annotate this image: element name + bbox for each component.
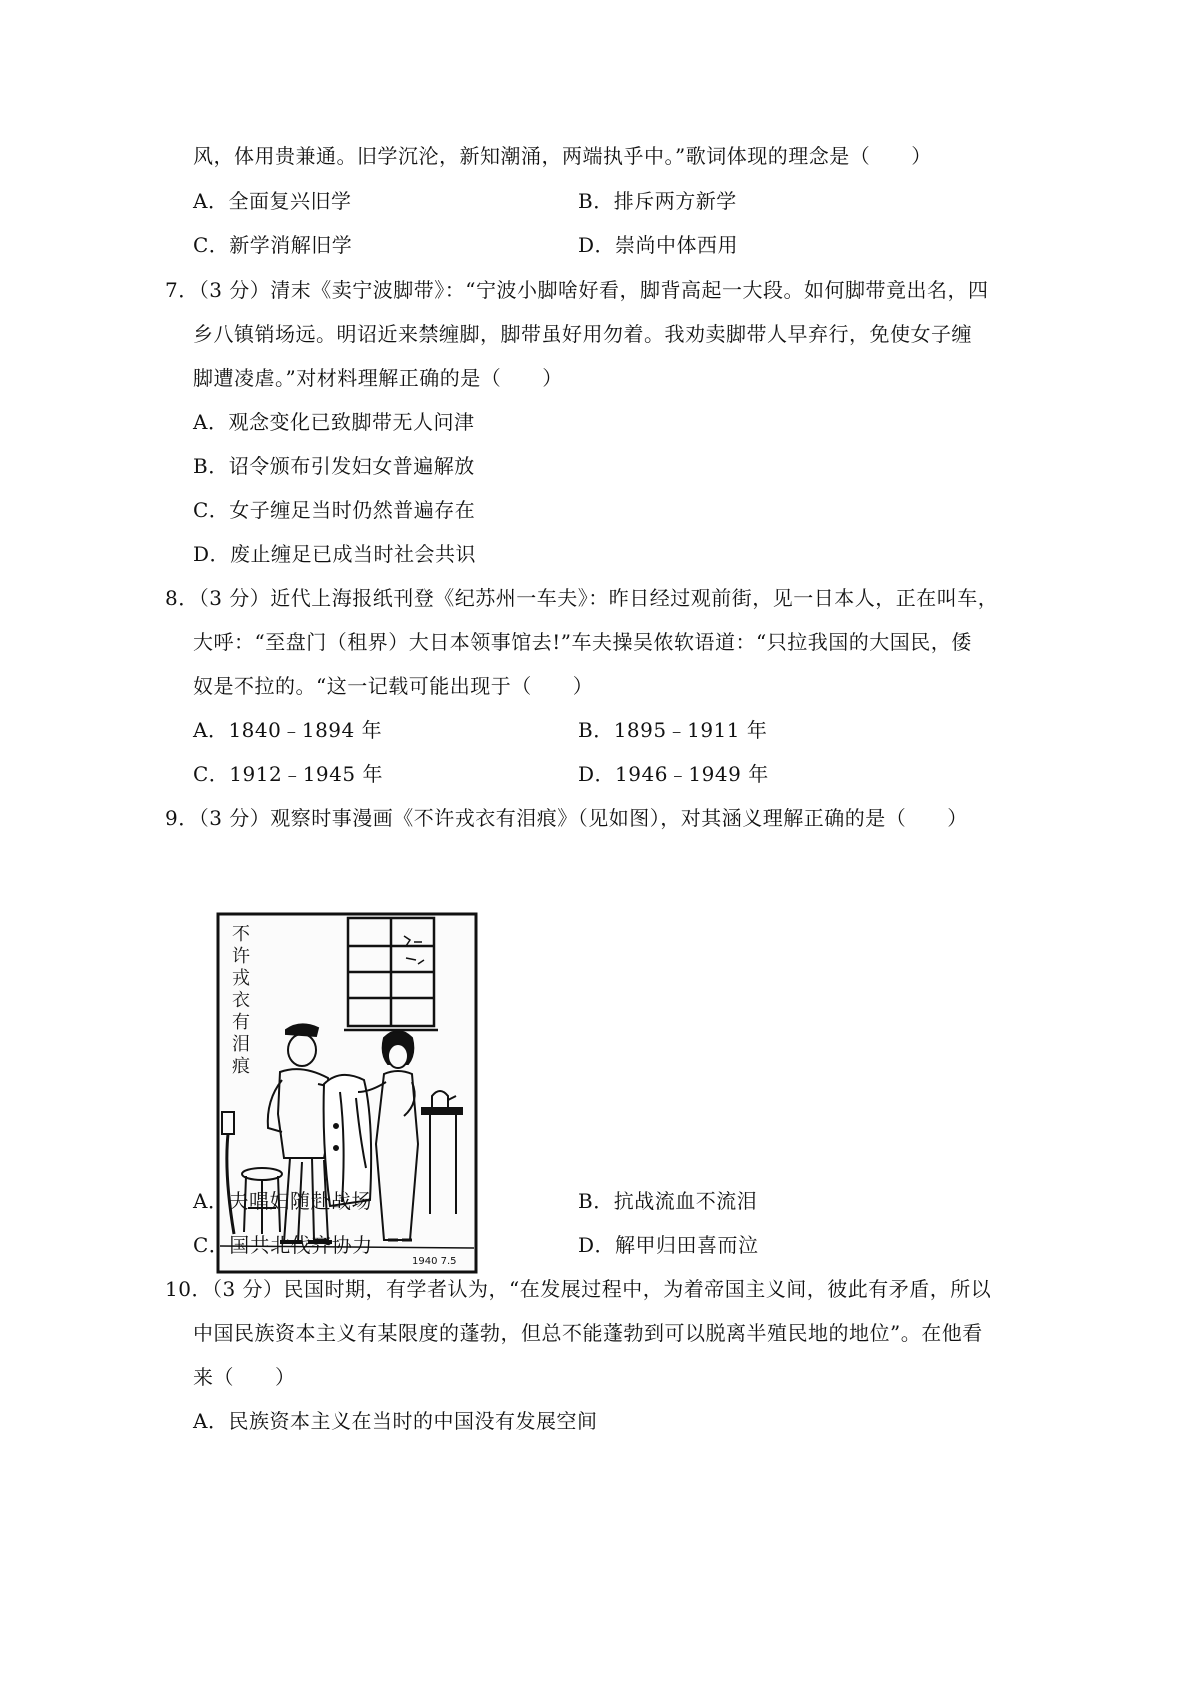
q7-stem-line-1: 7．（3 分）清末《卖宁波脚带》：“宁波小脚啥好看，脚背高起一大段。如何脚带竟出名，四 bbox=[165, 278, 989, 302]
q7-option-c: C．女子缠足当时仍然普遍存在 bbox=[193, 498, 476, 522]
q6-option-c: C．新学消解旧学 bbox=[193, 233, 353, 257]
q8-option-a: A．1840﹣1894 年 bbox=[193, 718, 383, 742]
q8-option-d: D．1946﹣1949 年 bbox=[578, 762, 769, 786]
q6-stem-continued: 风，体用贵兼通。旧学沉沦，新知潮涌，两端执乎中。”歌词体现的理念是（ ） bbox=[193, 144, 932, 168]
cartoon-title-char-4: 衣 bbox=[232, 990, 250, 1011]
cartoon-title-char-1: 不 bbox=[232, 924, 250, 945]
q9-stem: 9．（3 分）观察时事漫画《不许戎衣有泪痕》（见如图），对其涵义理解正确的是（ ） bbox=[165, 806, 968, 830]
q9-option-d: D．解甲归田喜而泣 bbox=[578, 1233, 759, 1257]
q6-option-b: B．排斥两方新学 bbox=[578, 189, 737, 213]
q10-stem-line-3: 来（ ） bbox=[193, 1365, 296, 1389]
q9-option-a: A．夫唱妇随赴战场 bbox=[193, 1189, 372, 1213]
q10-option-a: A．民族资本主义在当时的中国没有发展空间 bbox=[193, 1409, 598, 1433]
q8-stem-line-2: 大呼：“至盘门（租界）大日本领事馆去!”车夫操吴侬软语道：“只拉我国的大国民，倭 bbox=[193, 630, 972, 654]
q9-cartoon-image bbox=[216, 912, 478, 1274]
cartoon-title-char-3: 戎 bbox=[232, 968, 250, 989]
q8-stem-line-3: 奴是不拉的。“这一记载可能出现于（ ） bbox=[193, 674, 594, 698]
q9-option-c: C．国共北伐齐协力 bbox=[193, 1233, 373, 1257]
q6-option-d: D．崇尚中体西用 bbox=[578, 233, 739, 257]
q9-option-b: B．抗战流血不流泪 bbox=[578, 1189, 758, 1213]
q8-option-c: C．1912﹣1945 年 bbox=[193, 762, 383, 786]
cartoon-title-char-6: 泪 bbox=[232, 1034, 250, 1055]
cartoon-date: 1940 7.5 bbox=[412, 1256, 457, 1267]
q7-option-a: A．观念变化已致脚带无人问津 bbox=[193, 410, 475, 434]
q10-stem-line-1: 10．（3 分）民国时期，有学者认为，“在发展过程中，为着帝国主义间，彼此有矛盾，所以 bbox=[165, 1277, 992, 1301]
q7-option-b: B．诏令颁布引发妇女普遍解放 bbox=[193, 454, 475, 478]
cartoon-title-char-2: 许 bbox=[232, 946, 250, 967]
cartoon-title-char-7: 痕 bbox=[232, 1056, 250, 1077]
q7-stem-line-2: 乡八镇销场远。明诏近来禁缠脚，脚带虽好用勿着。我劝卖脚带人早弃行，免使女子缠 bbox=[193, 322, 972, 346]
cartoon-drawing bbox=[216, 912, 478, 1274]
q7-stem-line-3: 脚遭凌虐。”对材料理解正确的是（ ） bbox=[193, 366, 563, 390]
q8-option-b: B．1895﹣1911 年 bbox=[578, 718, 768, 742]
cartoon-title-char-5: 有 bbox=[232, 1012, 250, 1033]
q10-stem-line-2: 中国民族资本主义有某限度的蓬勃，但总不能蓬勃到可以脱离半殖民地的地位”。在他看 bbox=[193, 1321, 983, 1345]
q8-stem-line-1: 8．（3 分）近代上海报纸刊登《纪苏州一车夫》：昨日经过观前街，见一日本人，正在叫车， bbox=[165, 586, 999, 610]
q7-option-d: D．废止缠足已成当时社会共识 bbox=[193, 542, 477, 566]
q6-option-a: A．全面复兴旧学 bbox=[193, 189, 352, 213]
